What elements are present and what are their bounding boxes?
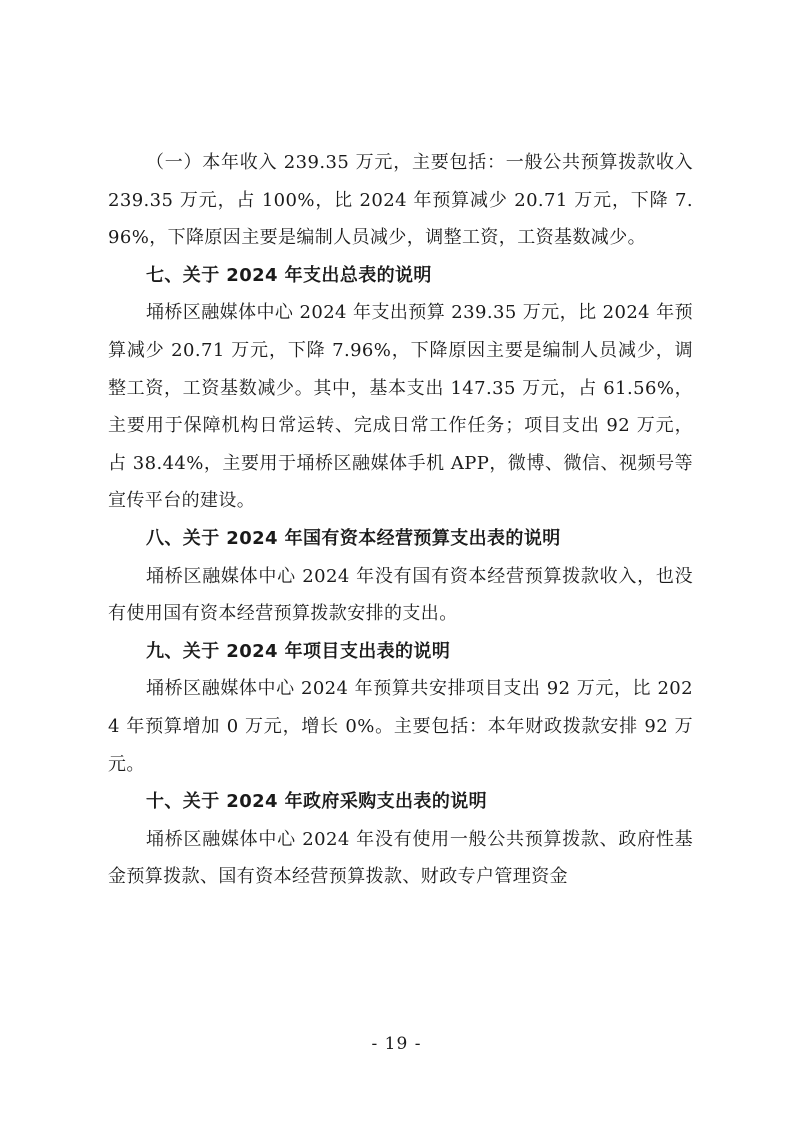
section-heading-10: 十、关于 2024 年政府采购支出表的说明 [146,791,488,813]
procurement-paragraph: 埇桥区融媒体中心 2024 年没有使用一般公共预算拨款、政府性基金预算拨款、国有资本经营预算拨款、财政专户管理资金 [108,828,693,888]
section-heading-7: 七、关于 2024 年支出总表的说明 [146,264,432,286]
project-expenditure-paragraph: 埇桥区融媒体中心 2024 年预算共安排项目支出 92 万元，比 2024 年预算增加 0 万元，增长 0%。主要包括：本年财政拨款安排 92 万元。 [108,678,693,775]
expenditure-paragraph: 埇桥区融媒体中心 2024 年支出预算 239.35 万元，比 2024 年预算减少 20.71 万元，下降 7.96%，下降原因主要是编制人员减少，调整工资，工资基数减少。其中，基本支出 147.35 万元，占 61.56%，主要用于保障机构日常运转、完成日常工作任务；项目支出 92 万元，占 38.44%，主要用于埇桥区融媒体手机 APP，微博、微信、视频号等宣传平台的建设。 [108,302,693,512]
state-capital-paragraph: 埇桥区融媒体中心 2024 年没有国有资本经营预算拨款收入，也没有使用国有资本经营预算拨款安排的支出。 [108,565,693,625]
document-body [108,144,693,896]
page-number: - 19 - [371,1034,422,1054]
section-heading-9: 九、关于 2024 年项目支出表的说明 [146,640,451,662]
section-heading-8: 八、关于 2024 年国有资本经营预算支出表的说明 [146,527,561,549]
income-paragraph: （一）本年收入 239.35 万元，主要包括：一般公共预算拨款收入 239.35 万元，占 100%，比 2024 年预算减少 20.71 万元，下降 7.96%，下降原因主要是编制人员减少，调整工资，工资基数减少。 [108,152,693,249]
